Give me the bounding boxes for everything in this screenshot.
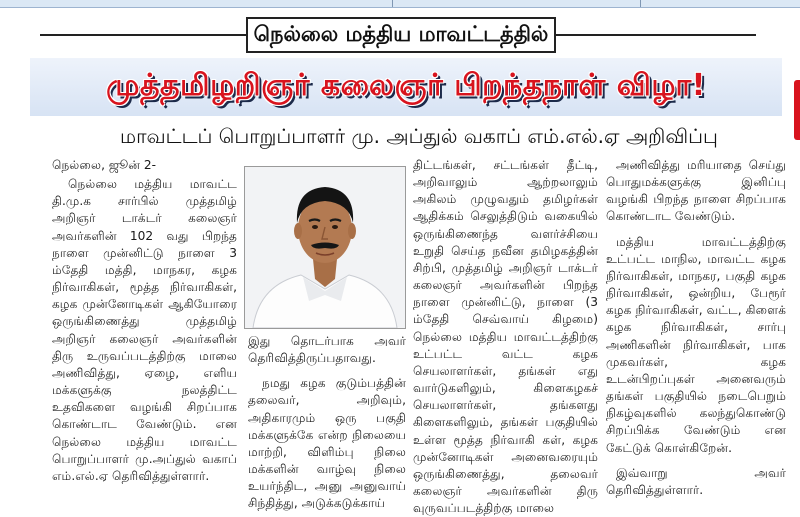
kicker-rule-right [556, 34, 756, 36]
kicker-rule-left [40, 34, 246, 36]
dateline: நெல்லை, ஜூன் 2- [52, 158, 157, 172]
article-column-4 [606, 157, 786, 507]
column-2-text: நமது கழக குடும்பத்தின் தலைவர், அறிவும், அதிகாரமும் ஒரு பகுதி மக்களுக்கே என்ற நிலையை மாற்றி, விளிம்பு நிலை மக்களின் வாழ்வு நிலை உயர்ந்திட, அனு அனுவாய் சிந்தித்து, அடுக்கடுக்காய் [248, 376, 406, 511]
kicker-label: நெல்லை மத்திய மாவட்டத்தில் [246, 17, 556, 53]
portrait-photo [244, 166, 406, 329]
article-column-2 [248, 333, 406, 513]
photo-caption: இது தொடர்பாக அவர் தெரிவித்திருப்பதாவது. [248, 334, 406, 366]
edge-accent [794, 80, 800, 140]
article-column-1 [52, 157, 237, 485]
subheadline: மாவட்டப் பொறுப்பாளர் மு. அப்துல் வகாப் எம்.எல்.ஏ அறிவிப்பு [120, 124, 718, 148]
article-column-3 [413, 157, 598, 517]
headline-band [30, 58, 782, 116]
column-4-paragraph-2: மத்திய மாவட்டத்திற்கு உட்பட்ட மாநில, மாவட்ட கழக நிர்வாகிகள், மாநகர, பகுதி கழக நிர்வாகிகள், ஒன்றிய, பேரூர் கழக நிர்வாகிகள், வட்ட, கிளைக் கழக நிர்வாகிகள், சார்பு அணிகளின் நிர்வாகிகள், பாக முகவர்கள், கழக உடன்பிறப்புகள் அனைவரும் தங்கள் பகுதியில் நடைபெறும் நிகழ்வுகளில் கலந்துகொண்டு சிறப்பிக்க வேண்டும் என கேட்டுக் கொள்கிறேன். [606, 234, 786, 455]
column-1-text: நெல்லை மத்திய மாவட்ட தி.மு.க சார்பில் முத்தமிழ் அறிஞர் டாக்டர் கலைஞர் அவர்களின் 102 வது பிறந்த நாளை முன்னிட்டு நாளை 3 ம்தேதி மத்தி, மாநகர, கழக நிர்வாகிகள், மூத்த நிர்வாகிகள், கழக முன்னோடிகள் ஆகியோரை ஒருங்கிணைத்து முத்தமிழ் அறிஞர் கலைஞர் அவர்களின் திரு உருவப்படத்திற்கு மாலை அணிவித்து, ஏழை, எளிய மக்களுக்கு நலத்திட்ட உதவிகளை வழங்கி சிறப்பாக கொண்டாட வேண்டும். என நெல்லை மத்திய மாவட்ட பொறுப்பாளர் மு.அப்துல் வகாப் எம்.எல்.ஏ தெரிவித்துள்ளார். [52, 177, 237, 483]
column-4-paragraph-3: இவ்வாறு அவர் தெரிவித்துள்ளார். [606, 465, 786, 497]
top-border-strip [0, 0, 800, 8]
portrait-icon [245, 167, 405, 328]
column-3-text: திட்டங்கள், சட்டங்கள் தீட்டி, அறிவாலும் ஆற்றலாலும் அகிலம் முழுவதும் தமிழர்கள் ஆதிக்கம் செலுத்திடும் வகையில் ஒருங்கிணைந்த வளர்ச்சியை உறுதி செய்த நவீன தமிழகத்தின் சிற்பி, முத்தமிழ் அறிஞர் டாக்டர் கலைஞர் அவர்களின் பிறந்த நாளை முன்னிட்டு, நாளை (3 ம்தேதி செவ்வாய் கிழமை) நெல்லை மத்திய மாவட்டத்திற்கு உட்பட்ட வட்ட கழக செயலாளர்கள், தங்கள் எது வார்டுகளிலும், கிளைகழகச் செயலாளர்கள், தங்களது கிளைகளிலும், தங்கள் பகுதியில் உள்ள மூத்த நிர்வாகி கள், கழக முன்னோடிகள் அனைவரையும் ஒருங்கிணைத்து, தலைவர் கலைஞர் அவர்களின் திரு வுருவப்படத்திற்கு மாலை [413, 158, 598, 516]
column-4-paragraph-1: அணிவித்து மரியாதை செய்து பொதுமக்களுக்கு இனிப்பு வழங்கி பிறந்த நாளை சிறப்பாக கொண்டாட வேண்டும். [606, 158, 786, 224]
headline: முத்தமிழறிஞர் கலைஞர் பிறந்தநாள் விழா! [106, 67, 706, 103]
